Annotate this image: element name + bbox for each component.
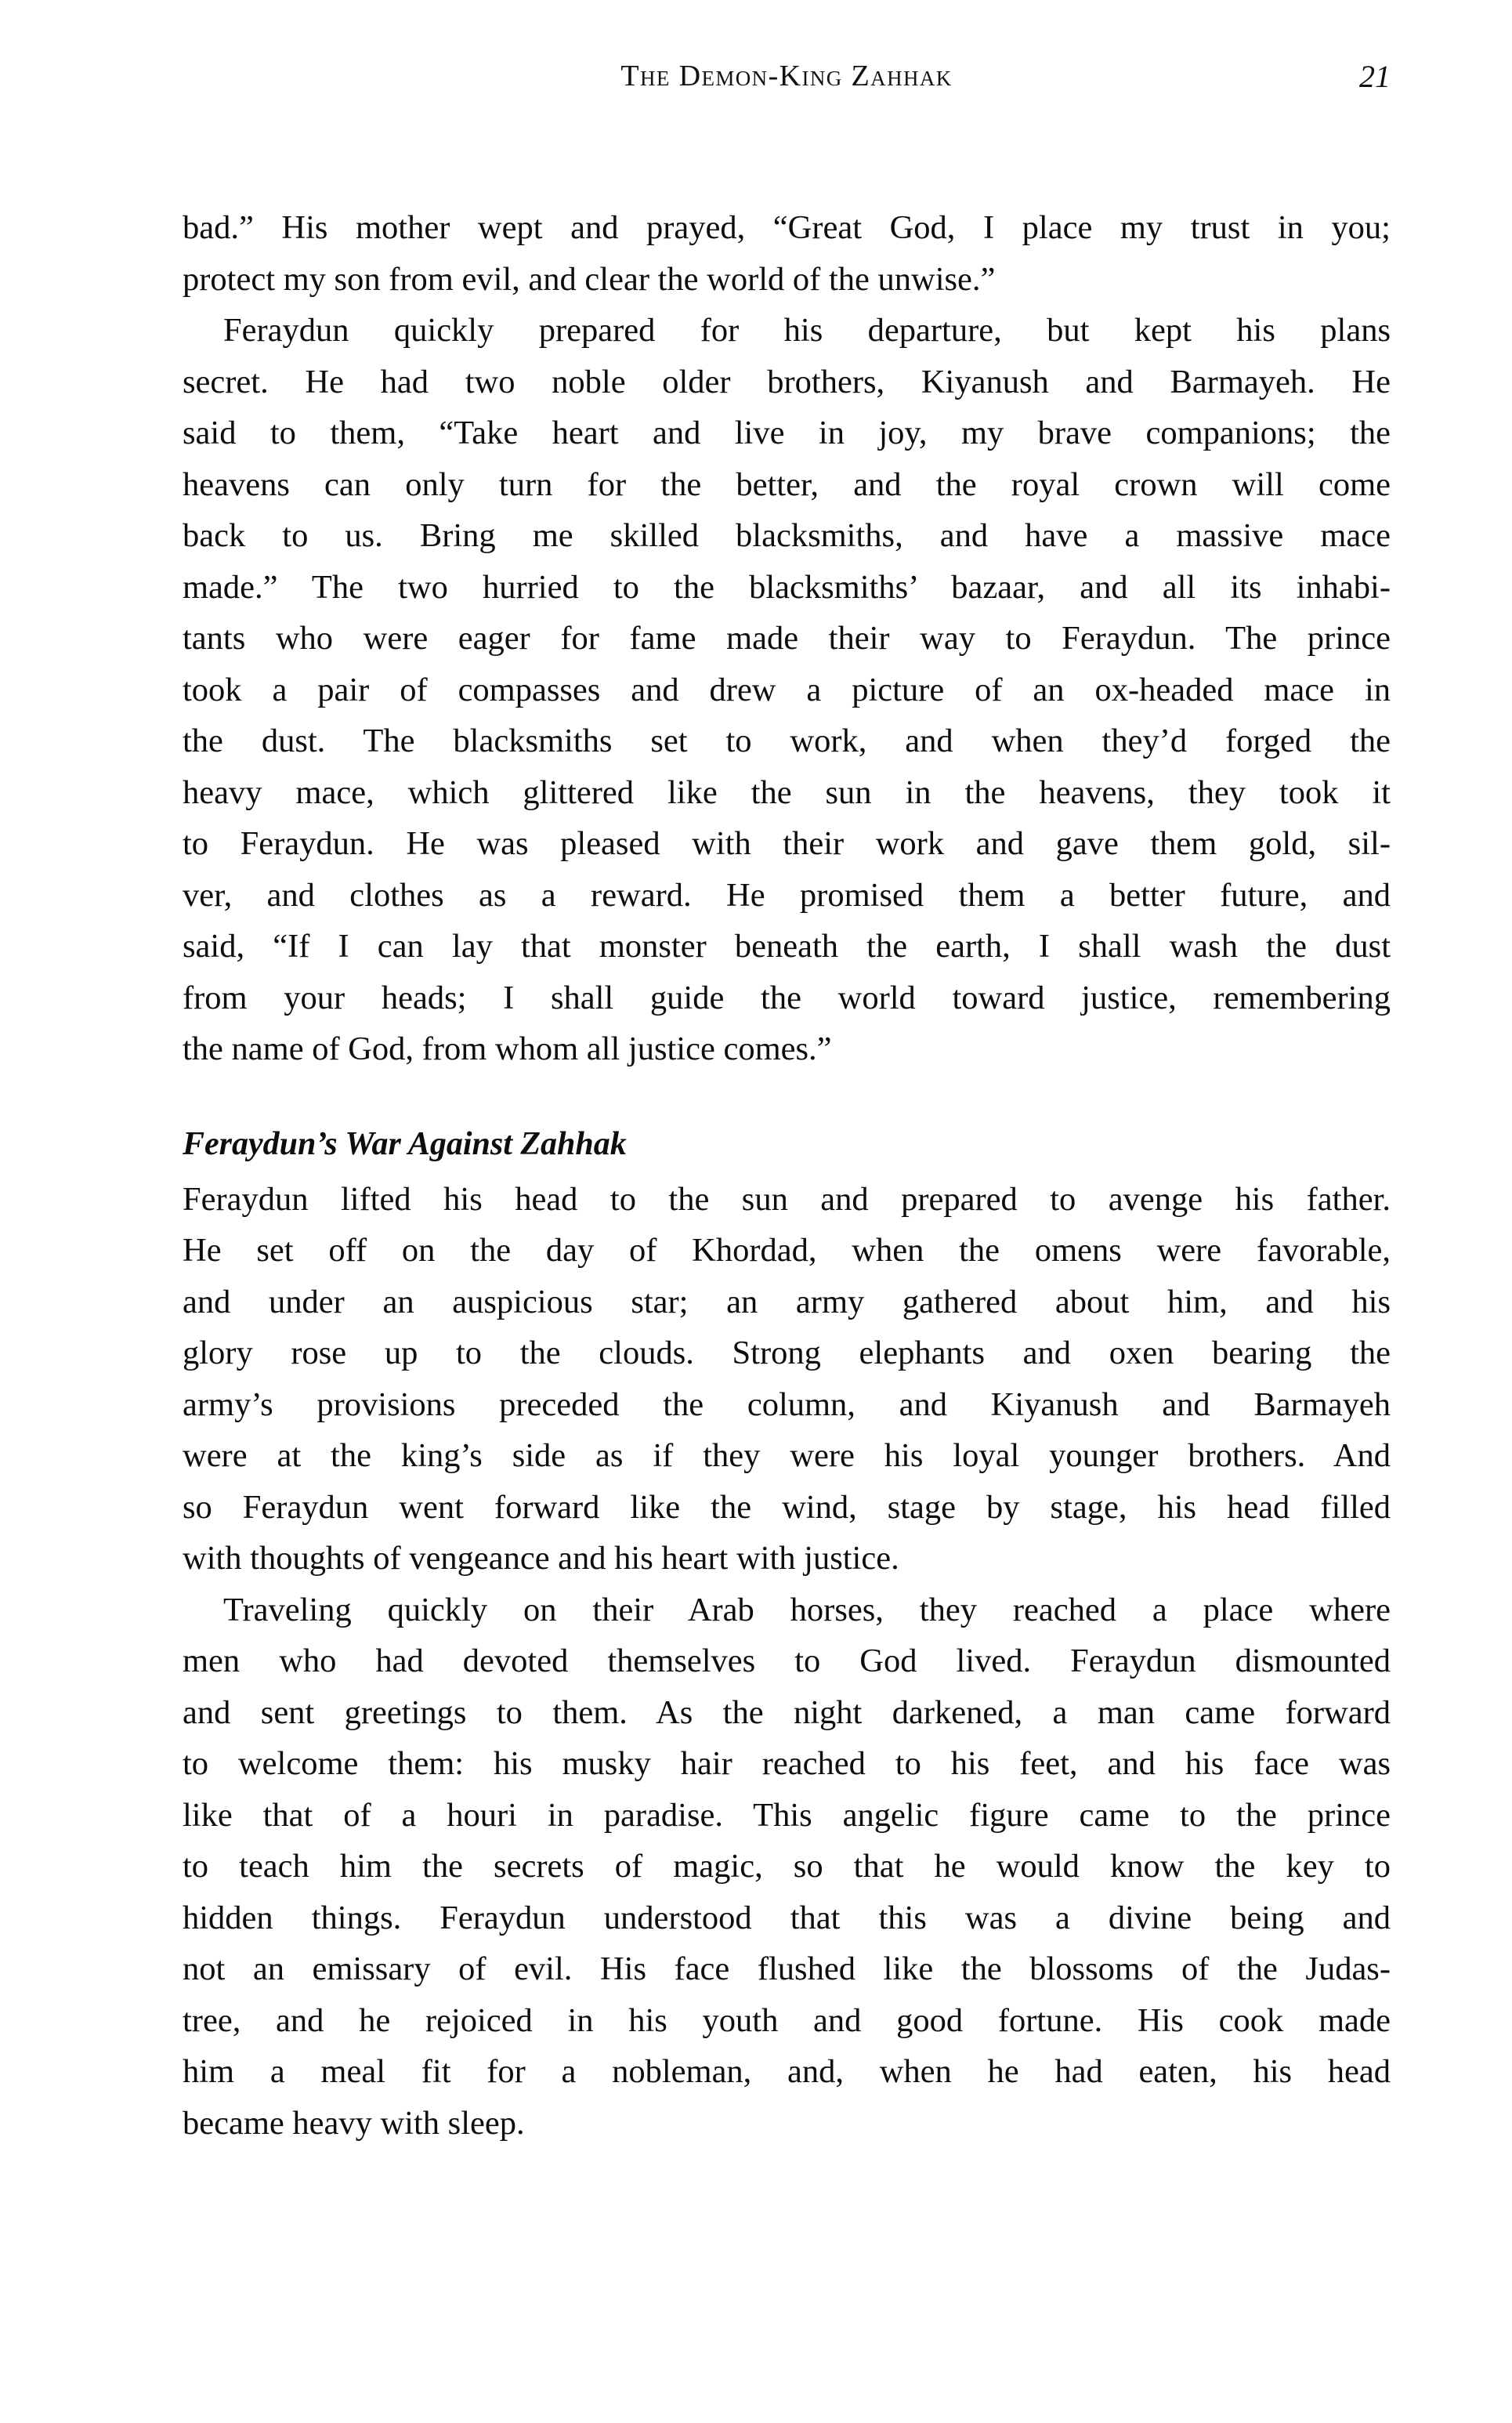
- text-line: like that of a houri in paradise. This angelic figure came to the prince: [183, 1796, 1391, 1834]
- text-line: Feraydun lifted his head to the sun and prepared to avenge his father.: [183, 1180, 1391, 1218]
- text-line: hidden things. Feraydun understood that this was a divine being and: [183, 1899, 1391, 1936]
- spacer: [183, 1075, 1391, 1119]
- section-heading: Feraydun’s War Against Zahhak: [183, 1125, 627, 1162]
- page-text-block: [183, 202, 1391, 2149]
- text-line: tants who were eager for fame made their way to Feraydun. The prince: [183, 620, 1391, 657]
- paragraph-4: [183, 1585, 1391, 2150]
- text-line: men who had devoted themselves to God lived. Feraydun dismounted: [183, 1642, 1391, 1679]
- text-line: made.” The two hurried to the blacksmiths’ bazaar, and all its inhabi-: [183, 568, 1391, 606]
- text-line: to Feraydun. He was pleased with their work and gave them gold, sil-: [183, 825, 1391, 862]
- text-line: said to them, “Take heart and live in joy, my brave companions; the: [183, 415, 1391, 451]
- running-head: [183, 61, 1391, 108]
- paragraph-1: [183, 202, 1391, 305]
- text-line: took a pair of compasses and drew a picture of an ox-headed mace in: [183, 671, 1391, 708]
- text-line: tree, and he rejoiced in his youth and good fortune. His cook made: [183, 2001, 1391, 2039]
- text-line: not an emissary of evil. His face flushed like the blossoms of the Judas-: [183, 1950, 1391, 1987]
- text-line: to teach him the secrets of magic, so that he would know the key to: [183, 1848, 1391, 1885]
- text-line: He set off on the day of Khordad, when the omens were favorable,: [183, 1232, 1391, 1269]
- text-line: army’s provisions preceded the column, and Kiyanush and Barmayeh: [183, 1385, 1391, 1423]
- text-line: glory rose up to the clouds. Strong elephants and oxen bearing the: [183, 1335, 1391, 1371]
- text-line: bad.” His mother wept and prayed, “Great God, I place my trust in you;: [183, 209, 1391, 246]
- paragraph-2: [183, 305, 1391, 1075]
- text-line: and under an auspicious star; an army gathered about him, and his: [183, 1283, 1391, 1320]
- text-line: secret. He had two noble older brothers, Kiyanush and Barmayeh. He: [183, 363, 1391, 400]
- text-line: back to us. Bring me skilled blacksmiths, and have a massive mace: [183, 517, 1391, 554]
- text-line: ver, and clothes as a reward. He promised them a better future, and: [183, 876, 1391, 914]
- text-line: protect my son from evil, and clear the world of the unwise.”: [183, 260, 996, 298]
- text-line: Traveling quickly on their Arab horses, they reached a place where: [223, 1591, 1391, 1628]
- text-line: so Feraydun went forward like the wind, stage by stage, his head filled: [183, 1488, 1391, 1526]
- text-line: to welcome them: his musky hair reached to his feet, and his face was: [183, 1745, 1391, 1782]
- text-line: were at the king’s side as if they were his loyal younger brothers. And: [183, 1437, 1391, 1474]
- text-line: Feraydun quickly prepared for his departure, but kept his plans: [223, 312, 1391, 349]
- text-line: the dust. The blacksmiths set to work, and when they’d forged the: [183, 723, 1391, 759]
- text-line: the name of God, from whom all justice comes.”: [183, 1030, 832, 1067]
- paragraph-3: [183, 1174, 1391, 1585]
- text-line: from your heads; I shall guide the world toward justice, remembering: [183, 979, 1391, 1016]
- running-head-title: The Demon-King Zahhak: [620, 60, 953, 92]
- text-line: heavens can only turn for the better, and the royal crown will come: [183, 465, 1391, 503]
- text-line: and sent greetings to them. As the night darkened, a man came forward: [183, 1693, 1391, 1731]
- text-line: heavy mace, which glittered like the sun in the heavens, they took it: [183, 773, 1391, 811]
- text-line: said, “If I can lay that monster beneath the earth, I shall wash the dust: [183, 928, 1391, 965]
- text-line: him a meal fit for a nobleman, and, when he had eaten, his head: [183, 2053, 1391, 2090]
- text-line: with thoughts of vengeance and his heart with justice.: [183, 1540, 899, 1577]
- text-line: became heavy with sleep.: [183, 2104, 525, 2142]
- page-number: 21: [1359, 59, 1391, 94]
